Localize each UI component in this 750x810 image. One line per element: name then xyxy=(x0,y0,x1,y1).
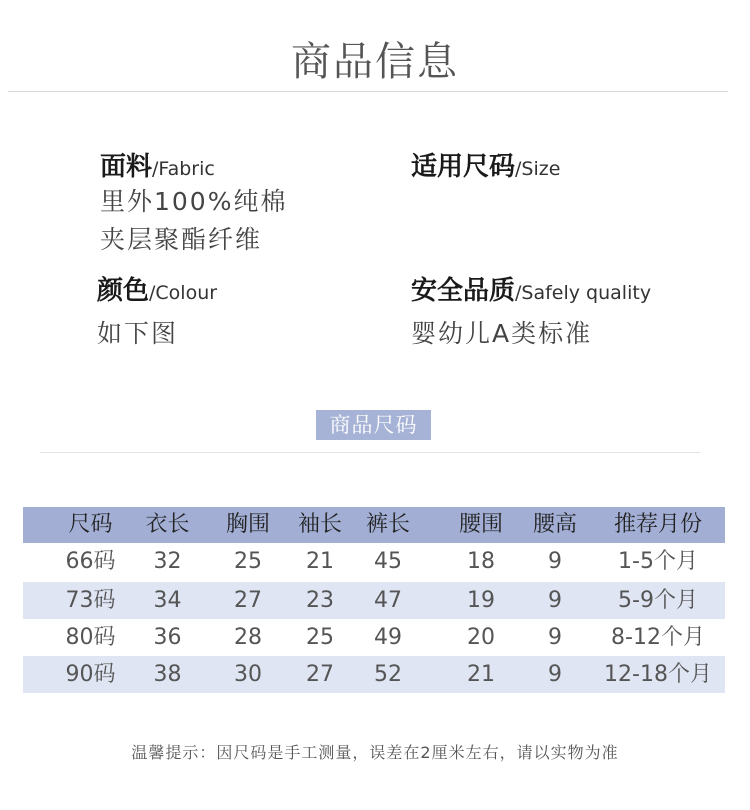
section-divider xyxy=(40,452,700,453)
size-section-badge: 商品尺码 xyxy=(316,410,431,440)
table-row xyxy=(23,582,725,619)
size-label-en: /Size xyxy=(515,158,561,180)
fabric-label-cn: 面料 xyxy=(100,152,153,182)
colour-value: 如下图 xyxy=(97,319,179,348)
title-divider xyxy=(8,91,728,92)
cell-recommended-age: 1-5个月 xyxy=(618,549,698,574)
cell-pants-length: 47 xyxy=(374,588,402,613)
size-measurement-note: 温馨提示：因尺码是手工测量，误差在2厘米左右，请以实物为准 xyxy=(131,743,619,762)
cell-waist: 21 xyxy=(467,662,495,687)
cell-pants-length: 52 xyxy=(374,662,402,687)
header-recommended-age: 推荐月份 xyxy=(613,512,702,537)
cell-sleeve: 23 xyxy=(306,588,334,613)
header-sleeve: 袖长 xyxy=(297,512,342,537)
cell-size: 90码 xyxy=(65,662,116,687)
table-row xyxy=(23,656,725,693)
cell-waist-height: 9 xyxy=(548,588,562,613)
page-title: 商品信息 xyxy=(291,39,459,85)
cell-waist: 19 xyxy=(467,588,495,613)
header-top-length: 衣长 xyxy=(145,512,190,537)
fabric-label-en: /Fabric xyxy=(152,158,215,180)
cell-chest: 27 xyxy=(234,588,262,613)
cell-top-length: 34 xyxy=(153,588,182,613)
header-chest: 胸围 xyxy=(225,512,270,537)
header-size: 尺码 xyxy=(68,512,113,537)
fabric-line-lining: 夹层聚酯纤维 xyxy=(100,225,263,254)
cell-top-length: 32 xyxy=(153,549,182,574)
cell-sleeve: 27 xyxy=(306,662,334,687)
fabric-line-outer: 里外100%纯棉 xyxy=(100,187,288,216)
size-label-cn: 适用尺码 xyxy=(411,152,516,182)
cell-size: 66码 xyxy=(65,549,116,574)
cell-chest: 25 xyxy=(234,549,262,574)
cell-size: 80码 xyxy=(65,625,116,650)
cell-waist-height: 9 xyxy=(548,625,562,650)
table-header-row xyxy=(23,507,725,543)
fabric-heading xyxy=(100,146,287,183)
header-pants-length: 裤长 xyxy=(365,512,410,537)
table-row xyxy=(23,619,725,656)
size-table xyxy=(23,507,725,693)
quality-label-en: /Safely quality xyxy=(515,282,652,304)
fabric-block xyxy=(100,146,287,259)
size-heading xyxy=(411,146,560,183)
cell-top-length: 36 xyxy=(153,625,182,650)
cell-pants-length: 45 xyxy=(374,549,402,574)
colour-heading xyxy=(97,270,217,307)
cell-sleeve: 25 xyxy=(306,625,334,650)
cell-recommended-age: 12-18个月 xyxy=(604,662,712,687)
table-row xyxy=(23,543,725,580)
cell-waist: 18 xyxy=(467,549,495,574)
cell-sleeve: 21 xyxy=(306,549,334,574)
cell-waist: 20 xyxy=(467,625,495,650)
cell-top-length: 38 xyxy=(153,662,182,687)
header-waist: 腰围 xyxy=(458,512,503,537)
cell-chest: 30 xyxy=(234,662,262,687)
cell-waist-height: 9 xyxy=(548,549,562,574)
cell-chest: 28 xyxy=(234,625,262,650)
cell-recommended-age: 5-9个月 xyxy=(618,588,698,613)
header-waist-height: 腰高 xyxy=(532,512,577,537)
size-block xyxy=(411,146,560,183)
cell-waist-height: 9 xyxy=(548,662,562,687)
quality-heading xyxy=(411,270,651,307)
colour-block xyxy=(97,270,217,353)
cell-size: 73码 xyxy=(65,588,116,613)
quality-block xyxy=(411,270,651,353)
quality-label-cn: 安全品质 xyxy=(411,276,516,306)
colour-label-en: /Colour xyxy=(149,282,218,304)
cell-recommended-age: 8-12个月 xyxy=(611,625,705,650)
colour-label-cn: 颜色 xyxy=(97,276,150,306)
quality-value: 婴幼儿A类标准 xyxy=(411,319,593,348)
cell-pants-length: 49 xyxy=(374,625,402,650)
